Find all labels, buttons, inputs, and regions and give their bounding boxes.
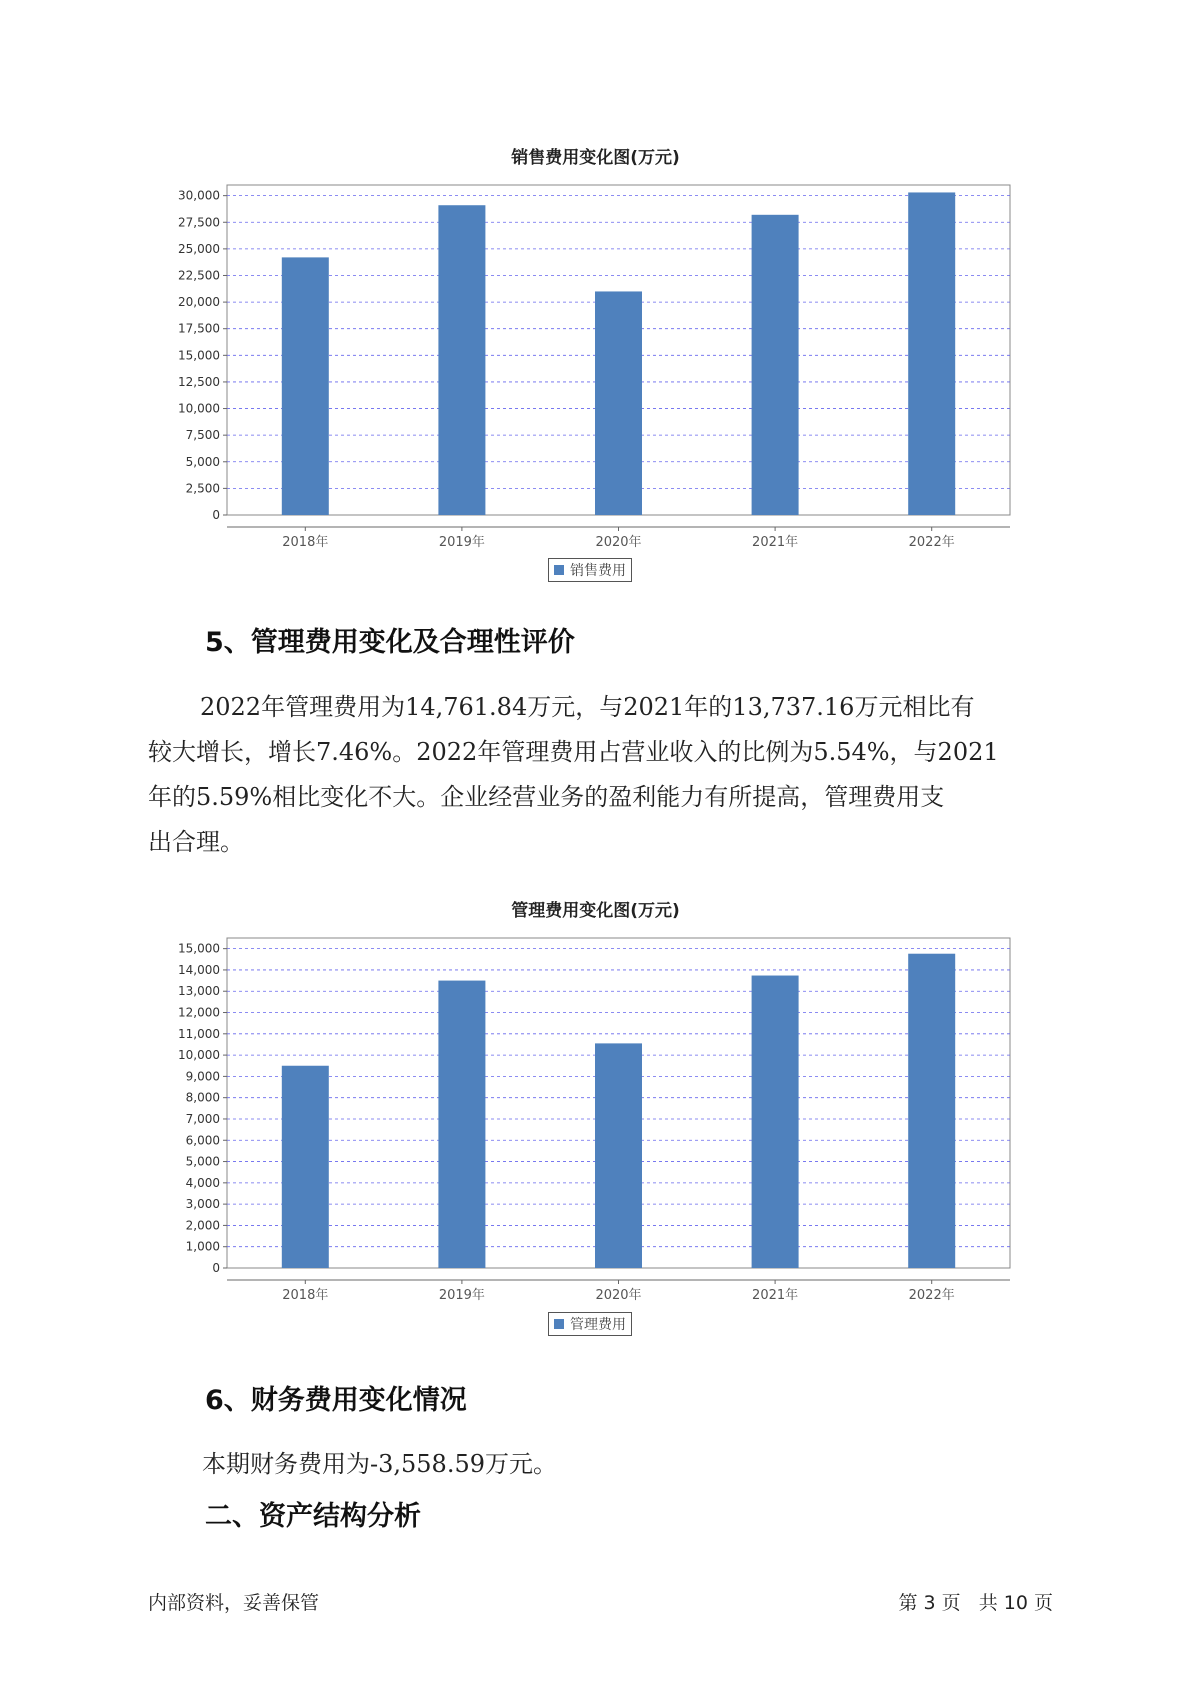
- bar: [908, 954, 955, 1268]
- sales-expense-chart: [150, 185, 1030, 550]
- bar: [752, 215, 799, 515]
- sales-chart-legend: [548, 558, 632, 582]
- y-tick-label: 12,500: [178, 374, 220, 389]
- x-tick-label: 2021年: [752, 1288, 799, 1303]
- section-5-heading: 5、管理费用变化及合理性评价: [205, 627, 575, 658]
- x-tick-label: 2019年: [438, 1288, 485, 1303]
- footer-page-number: 第 3 页 共 10 页: [898, 1592, 1053, 1614]
- admin-expense-chart: [150, 938, 1030, 1303]
- y-tick-label: 2,500: [185, 481, 220, 496]
- x-tick-label: 2022年: [908, 1288, 955, 1303]
- bar: [282, 257, 329, 515]
- bar: [282, 1066, 329, 1268]
- y-tick-label: 10,000: [178, 1048, 220, 1063]
- y-tick-label: 7,000: [185, 1111, 220, 1126]
- bar: [438, 205, 485, 515]
- legend-label: 管理费用: [570, 1317, 626, 1333]
- bar: [595, 291, 642, 515]
- y-tick-label: 3,000: [185, 1197, 220, 1212]
- sales-chart-title: 销售费用变化图(万元): [511, 148, 680, 168]
- y-tick-label: 6,000: [185, 1133, 220, 1148]
- bar: [438, 981, 485, 1268]
- x-tick-label: 2018年: [282, 1288, 329, 1303]
- y-tick-label: 17,500: [178, 321, 220, 336]
- y-tick-label: 0: [212, 508, 220, 522]
- y-tick-label: 27,500: [178, 215, 220, 230]
- y-tick-label: 15,000: [178, 941, 220, 956]
- y-tick-label: 2,000: [185, 1218, 220, 1233]
- y-tick-label: 22,500: [178, 268, 220, 283]
- x-tick-label: 2020年: [595, 535, 642, 550]
- section-6-paragraph: 本期财务费用为-3,558.59万元。: [202, 1450, 557, 1478]
- legend-label: 销售费用: [570, 563, 626, 579]
- y-tick-label: 13,000: [178, 984, 220, 999]
- x-tick-label: 2018年: [282, 535, 329, 550]
- admin-chart-legend: [548, 1312, 632, 1336]
- y-tick-label: 0: [212, 1261, 220, 1275]
- y-tick-label: 5,000: [185, 454, 220, 469]
- y-tick-label: 4,000: [185, 1175, 220, 1190]
- y-tick-label: 25,000: [178, 241, 220, 256]
- bar: [595, 1043, 642, 1268]
- y-tick-label: 10,000: [178, 401, 220, 416]
- y-tick-label: 14,000: [178, 962, 220, 977]
- section-6-heading: 6、财务费用变化情况: [205, 1385, 467, 1416]
- paragraph-line: 较大增长，增长7.46%。2022年管理费用占营业收入的比例为5.54%，与2021: [148, 738, 999, 766]
- legend-swatch: [554, 1319, 564, 1329]
- bar: [908, 192, 955, 515]
- y-tick-label: 12,000: [178, 1005, 220, 1020]
- y-tick-label: 9,000: [185, 1069, 220, 1084]
- y-tick-label: 30,000: [178, 188, 220, 203]
- x-tick-label: 2021年: [752, 535, 799, 550]
- section-2-heading: 二、资产结构分析: [205, 1501, 421, 1532]
- legend-swatch: [554, 565, 564, 575]
- y-tick-label: 8,000: [185, 1090, 220, 1105]
- x-tick-label: 2019年: [438, 535, 485, 550]
- y-tick-label: 11,000: [178, 1026, 220, 1041]
- y-tick-label: 15,000: [178, 348, 220, 363]
- y-tick-label: 1,000: [185, 1239, 220, 1254]
- section-5-paragraph: [148, 685, 1053, 865]
- bar: [752, 976, 799, 1268]
- y-tick-label: 7,500: [185, 428, 220, 443]
- y-tick-label: 20,000: [178, 295, 220, 310]
- x-tick-label: 2020年: [595, 1288, 642, 1303]
- paragraph-line: 年的5.59%相比变化不大。企业经营业务的盈利能力有所提高，管理费用支: [148, 783, 945, 811]
- x-tick-label: 2022年: [908, 535, 955, 550]
- paragraph-line: 出合理。: [148, 828, 244, 856]
- footer-confidential: 内部资料，妥善保管: [148, 1592, 320, 1614]
- admin-chart-title: 管理费用变化图(万元): [511, 901, 680, 921]
- y-tick-label: 5,000: [185, 1154, 220, 1169]
- paragraph-line: 2022年管理费用为14,761.84万元，与2021年的13,737.16万元相比有: [200, 693, 975, 721]
